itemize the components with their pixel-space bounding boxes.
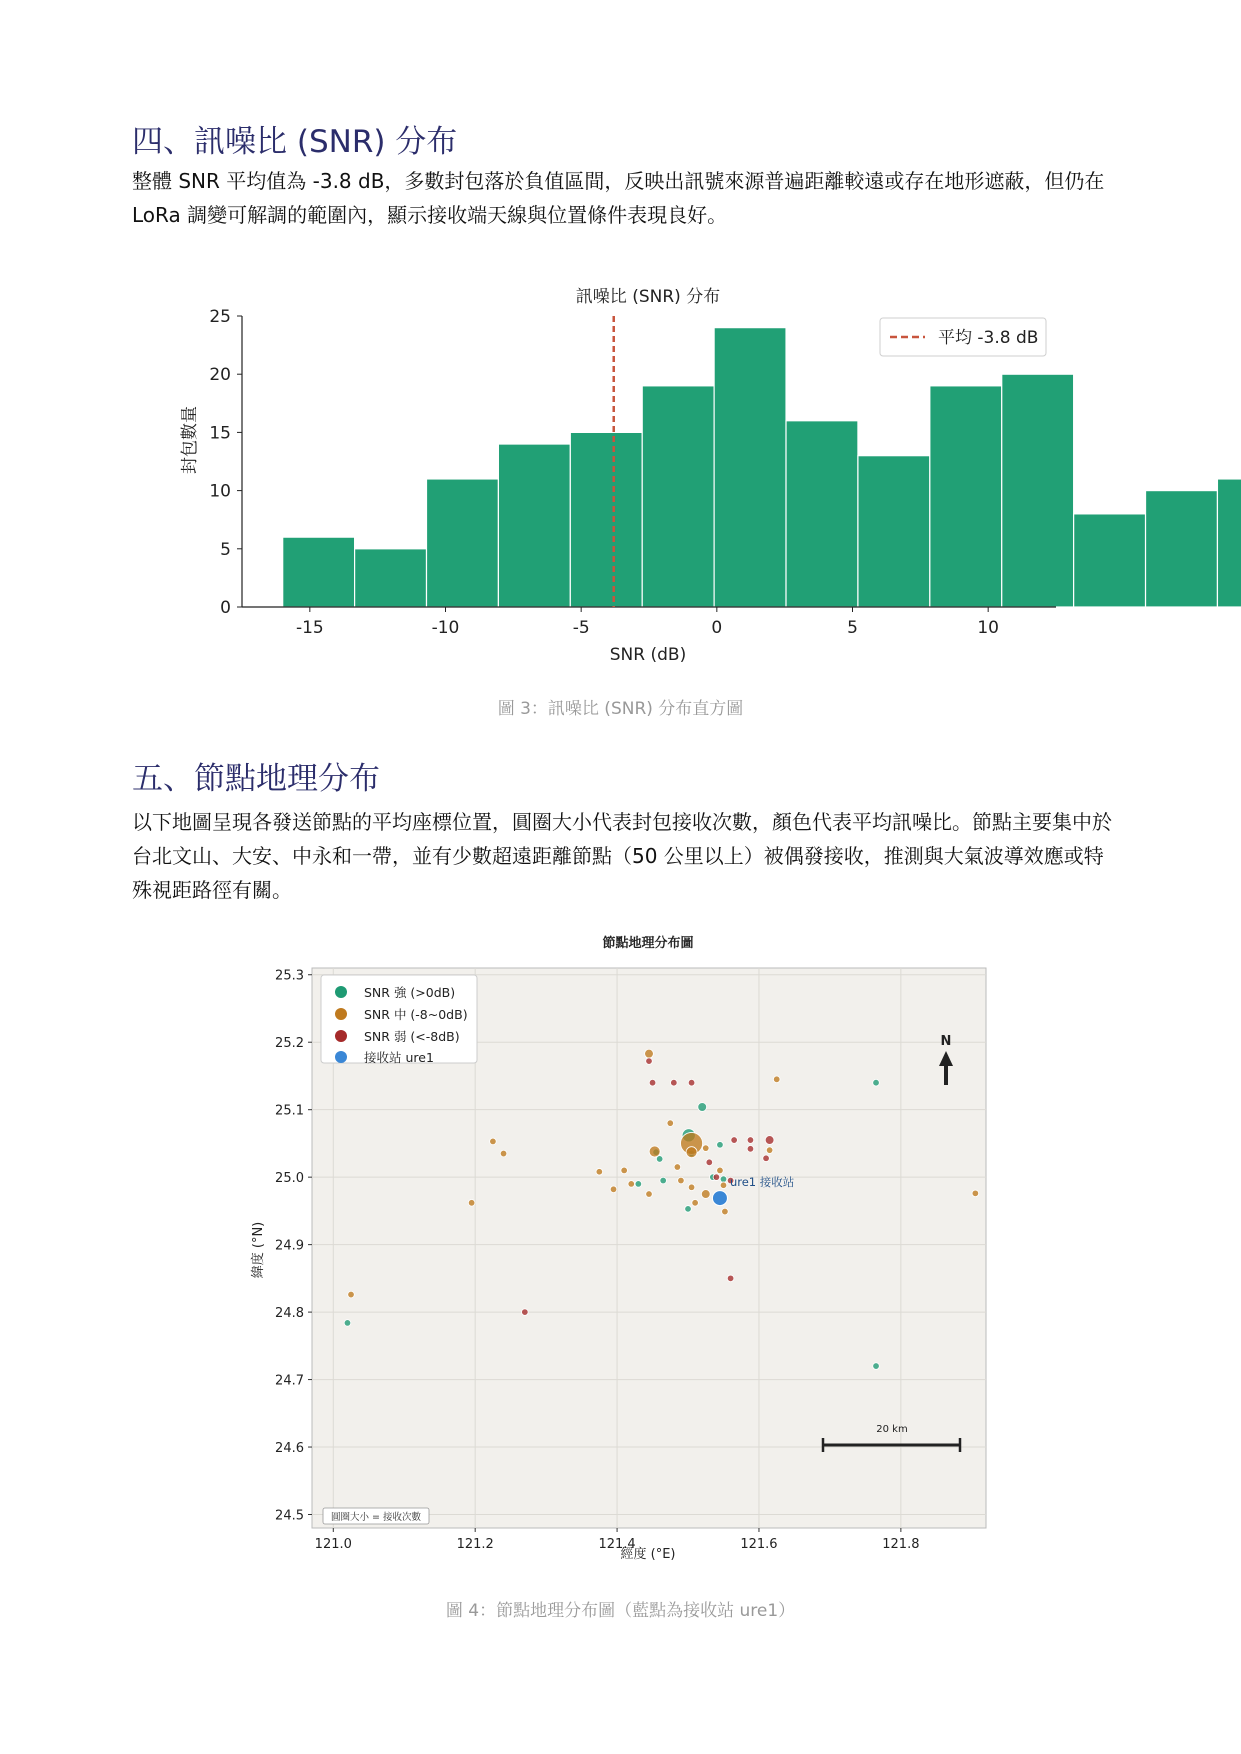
snr-histogram-chart	[0, 0, 1241, 665]
legend-station-label: 接收站 ure1	[364, 1050, 434, 1065]
histogram-x-tick-label: -5	[572, 618, 590, 638]
map-y-tick-label: 24.5	[275, 1508, 304, 1524]
legend-strong-label: SNR 強 (>0dB)	[364, 985, 456, 1000]
snr-strong-point	[660, 1177, 667, 1184]
map-y-tick-label: 24.9	[275, 1238, 304, 1254]
size-note-text: 圓圈大小 = 接收次數	[331, 1512, 421, 1523]
snr-medium-point	[500, 1150, 507, 1157]
map-x-tick-label: 121.2	[456, 1537, 494, 1552]
histogram-bar	[1074, 514, 1146, 607]
snr-medium-point	[667, 1120, 674, 1127]
map-x-tick-label: 121.6	[740, 1537, 778, 1552]
snr-medium-point	[628, 1181, 635, 1188]
histogram-x-tick-label: -10	[431, 618, 460, 638]
snr-medium-point	[646, 1191, 653, 1198]
histogram-bar	[714, 328, 786, 607]
histogram-y-label: 封包數量	[180, 406, 200, 474]
histogram-y-tick-label: 15	[209, 423, 231, 444]
snr-medium-point	[610, 1186, 617, 1193]
north-label: N	[940, 1034, 952, 1049]
snr-weak-point	[763, 1155, 770, 1162]
legend-mean-label: 平均 -3.8 dB	[938, 328, 1039, 348]
snr-weak-point	[713, 1174, 720, 1181]
snr-strong-point	[698, 1103, 707, 1112]
histogram-legend	[880, 318, 1046, 356]
histogram-bar	[1002, 374, 1074, 607]
snr-strong-point	[720, 1176, 727, 1183]
snr-medium-point	[773, 1076, 780, 1083]
section-paragraph-snr: 整體 SNR 平均值為 -3.8 dB，多數封包落於負值區間，反映出訊號來源普遍距離較遠或存在地形遮蔽，但仍在 LoRa 調變可解調的範圍內，顯示接收端天線與位置條件表現良好。	[132, 169, 1105, 227]
map-y-tick-label: 25.2	[275, 1036, 304, 1052]
histogram-y-tick-label: 10	[209, 481, 231, 502]
histogram-bar	[786, 421, 858, 607]
histogram-bar	[1217, 479, 1241, 607]
snr-weak-point	[522, 1309, 529, 1316]
snr-weak-point	[706, 1159, 713, 1166]
snr-medium-point	[678, 1177, 685, 1184]
map-y-tick-label: 25.3	[275, 968, 304, 984]
snr-weak-point	[727, 1275, 734, 1282]
histogram-y-tick-label: 5	[220, 539, 231, 560]
histogram-bar	[570, 432, 642, 607]
receiver-station-label: ure1 接收站	[729, 1175, 795, 1190]
map-y-tick-label: 25.1	[275, 1103, 304, 1119]
snr-strong-point	[635, 1181, 642, 1188]
snr-medium-point	[972, 1190, 979, 1197]
snr-weak-point	[731, 1137, 738, 1144]
legend-medium-label: SNR 中 (-8~0dB)	[364, 1007, 468, 1022]
snr-medium-point	[702, 1145, 709, 1152]
size-note	[323, 1508, 429, 1524]
snr-medium-point	[674, 1164, 681, 1171]
snr-medium-point	[649, 1146, 660, 1157]
snr-strong-point	[873, 1079, 880, 1086]
snr-medium-point	[621, 1167, 628, 1174]
snr-strong-point	[685, 1206, 692, 1213]
histogram-bar	[858, 456, 930, 607]
histogram-bar	[498, 444, 570, 607]
histogram-y-tick-label: 20	[209, 365, 231, 386]
snr-strong-point	[873, 1363, 880, 1370]
snr-strong-point	[344, 1320, 351, 1327]
histogram-x-tick-label: 5	[847, 618, 858, 638]
map-y-tick-label: 24.8	[275, 1306, 304, 1322]
snr-strong-point	[717, 1141, 724, 1148]
histogram-bar	[283, 537, 355, 607]
histogram-x-tick-label: 0	[711, 618, 723, 638]
histogram-title: 訊噪比 (SNR) 分布	[575, 287, 721, 307]
section-heading-geo: 五、節點地理分布	[132, 761, 380, 797]
histogram-x-tick-label: -15	[295, 618, 324, 638]
histogram-y-tick-label: 25	[209, 307, 231, 327]
snr-medium-point	[490, 1138, 497, 1145]
snr-medium-point	[688, 1184, 695, 1191]
map-x-tick-label: 121.8	[882, 1537, 920, 1552]
snr-medium-point	[722, 1208, 729, 1215]
scale-bar-label: 20 km	[876, 1424, 908, 1435]
histogram-x-label: SNR (dB)	[609, 645, 687, 665]
legend-medium-swatch	[335, 1008, 347, 1020]
snr-medium-point	[686, 1147, 697, 1158]
map-y-tick-label: 24.6	[275, 1441, 304, 1457]
snr-medium-point	[717, 1167, 724, 1174]
map-x-tick-label: 121.0	[314, 1537, 352, 1552]
receiver-station-point	[712, 1191, 727, 1206]
snr-medium-point	[766, 1147, 773, 1154]
snr-medium-point	[645, 1049, 654, 1058]
map-legend	[321, 975, 477, 1065]
legend-strong-swatch	[335, 986, 347, 998]
histogram-bar	[1146, 491, 1218, 607]
figure-3-caption: 圖 3：訊噪比 (SNR) 分布直方圖	[497, 699, 744, 719]
section-heading-snr: 四、訊噪比 (SNR) 分布	[132, 124, 458, 160]
snr-weak-point	[646, 1058, 653, 1065]
figure-4-caption: 圖 4：節點地理分布圖（藍點為接收站 ure1）	[445, 1601, 796, 1621]
histogram-bar	[427, 479, 499, 607]
map-title: 節點地理分布圖	[602, 936, 694, 951]
snr-medium-point	[348, 1291, 355, 1298]
histogram-bar	[930, 386, 1002, 607]
histogram-bar	[355, 549, 427, 607]
histogram-bar	[642, 386, 714, 607]
map-y-tick-label: 24.7	[275, 1373, 304, 1389]
snr-weak-point	[688, 1079, 695, 1086]
histogram-x-tick-label: 10	[977, 618, 999, 638]
map-x-label: 經度 (°E)	[620, 1547, 676, 1562]
snr-medium-point	[692, 1199, 699, 1206]
snr-medium-point	[468, 1199, 475, 1206]
snr-medium-point	[596, 1168, 603, 1175]
snr-weak-point	[649, 1079, 656, 1086]
snr-weak-point	[747, 1137, 754, 1144]
snr-weak-point	[747, 1146, 754, 1153]
legend-station-swatch	[335, 1051, 347, 1063]
snr-medium-point	[701, 1190, 710, 1199]
legend-weak-label: SNR 弱 (<-8dB)	[364, 1029, 460, 1044]
snr-weak-point	[765, 1136, 774, 1145]
histogram-y-tick-label: 0	[220, 598, 231, 618]
map-y-tick-label: 25.0	[275, 1171, 304, 1187]
map-y-label: 緯度 (°N)	[251, 1221, 266, 1279]
map-x-tick-label: 121.4	[598, 1537, 636, 1552]
legend-weak-swatch	[335, 1030, 347, 1042]
node-geo-map-chart	[0, 920, 1241, 1560]
section-paragraph-geo: 以下地圖呈現各發送節點的平均座標位置，圓圈大小代表封包接收次數，顏色代表平均訊噪比。節點主要集中於台北文山、大安、中永和一帶，並有少數超遠距離節點（50 公里以上）被偶發接收，推測與大氣波導效應或特殊視距路徑有關。	[132, 810, 1112, 902]
snr-medium-point	[720, 1182, 727, 1189]
snr-weak-point	[671, 1079, 678, 1086]
